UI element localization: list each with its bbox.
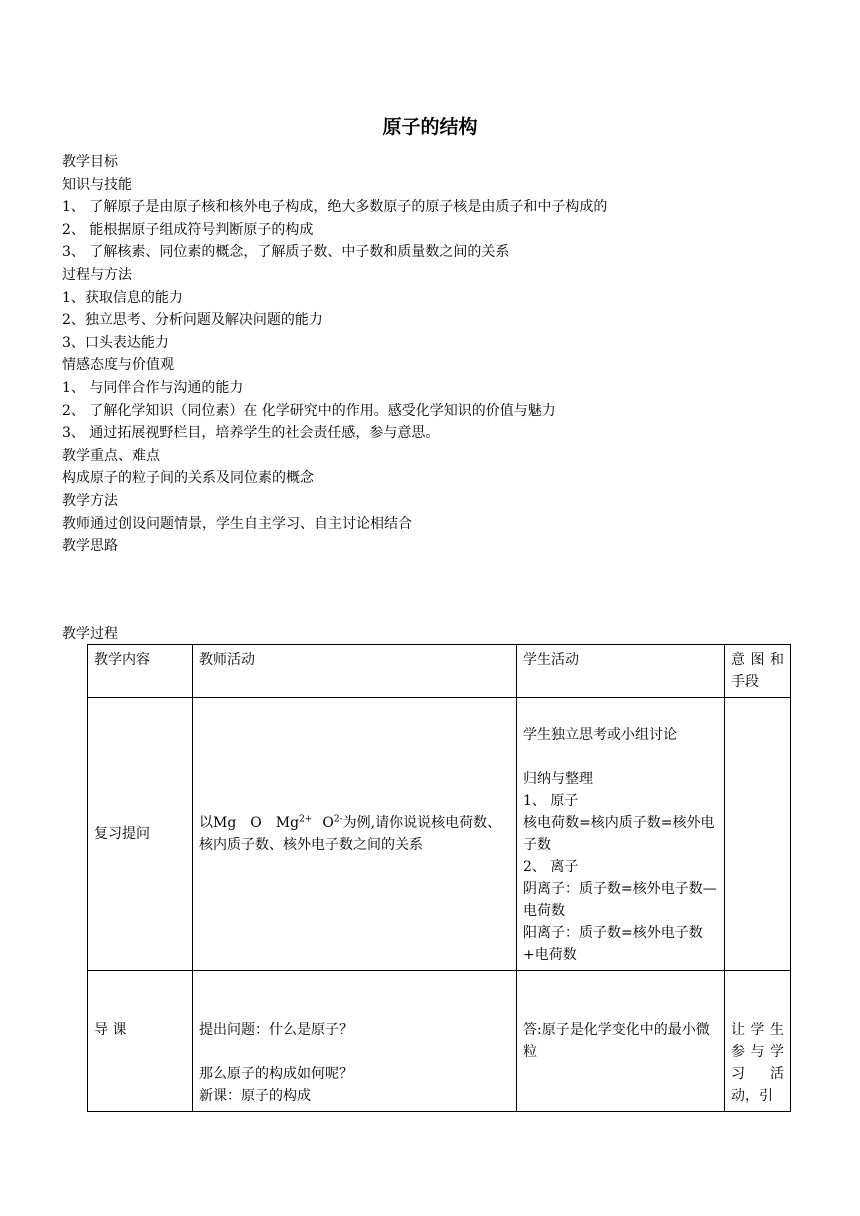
goal-item: 1、 与同伴合作与沟通的能力 bbox=[62, 379, 244, 396]
goal-item: 2、独立思考、分析问题及解决问题的能力 bbox=[62, 312, 323, 329]
student-activity-line: 阳离子：质子数=核外电子数+电荷数 bbox=[523, 925, 703, 963]
teacher-text-prefix: 以Mg bbox=[199, 815, 237, 831]
intro-content: 导 课 bbox=[94, 1022, 127, 1038]
heading-key-points: 教学重点、难点 bbox=[62, 447, 160, 464]
student-activity-line: 2、 离子 bbox=[523, 859, 579, 875]
oxide-ion-charge: 2- bbox=[333, 814, 343, 825]
goal-item: 2、 了解化学知识（同位素）在 化学研究中的作用。感受化学知识的价值与魅力 bbox=[62, 402, 556, 419]
oxide-ion-symbol: O bbox=[322, 815, 334, 831]
table-header-row bbox=[88, 645, 791, 698]
review-student-cell bbox=[517, 698, 725, 971]
heading-attitude-values: 情感态度与价值观 bbox=[62, 357, 174, 374]
intro-content-cell bbox=[88, 971, 193, 1112]
magnesium-ion-charge: 2+ bbox=[299, 814, 313, 825]
review-intent-cell bbox=[725, 698, 791, 971]
student-activity-line: 核电荷数=核内质子数=核外电子数 bbox=[523, 815, 715, 853]
table-row bbox=[88, 698, 791, 971]
intro-student-cell bbox=[517, 971, 725, 1112]
key-points-text: 构成原子的粒子间的关系及同位素的概念 bbox=[62, 470, 314, 487]
teacher-text-suffix: 为例,请你说说核电荷数、核内质子数、核外电子数之间的关系 bbox=[199, 815, 502, 853]
heading-teaching-process: 教学过程 bbox=[62, 626, 118, 642]
document-title: 原子的结构 bbox=[382, 116, 478, 138]
lesson-process-table bbox=[87, 644, 791, 1112]
heading-knowledge-skills: 知识与技能 bbox=[62, 176, 132, 193]
teacher-activity-line: 提出问题：什么是原子？ bbox=[199, 1022, 353, 1038]
goal-item: 1、 了解原子是由原子核和核外电子构成，绝大多数原子的原子核是由质子和中子构成的 bbox=[62, 199, 608, 216]
header-student: 学生活动 bbox=[517, 645, 725, 698]
table-row bbox=[88, 971, 791, 1112]
student-activity-line: 答:原子是化学变化中的最小微粒 bbox=[523, 1022, 710, 1060]
goal-item: 3、 了解核素、同位素的概念，了解质子数、中子数和质量数之间的关系 bbox=[62, 244, 510, 261]
objectives-section bbox=[62, 151, 822, 558]
student-activity-line: 学生独立思考或小组讨论 bbox=[523, 727, 677, 743]
magnesium-ion-symbol: Mg bbox=[275, 815, 300, 831]
student-activity-line: 归纳与整理 bbox=[523, 771, 593, 787]
goal-item: 1、获取信息的能力 bbox=[62, 289, 183, 306]
header-content: 教学内容 bbox=[88, 645, 193, 698]
review-content: 复习提问 bbox=[94, 826, 150, 842]
header-teacher: 教师活动 bbox=[193, 645, 517, 698]
oxygen-symbol: O bbox=[250, 815, 262, 831]
teacher-activity-line: 那么原子的构成如何呢？ bbox=[199, 1066, 353, 1082]
goal-item: 2、 能根据原子组成符号判断原子的构成 bbox=[62, 221, 314, 238]
intro-intent-cell bbox=[725, 971, 791, 1112]
review-content-cell bbox=[88, 698, 193, 971]
teaching-method-text: 教师通过创设问题情景，学生自主学习、自主讨论相结合 bbox=[62, 515, 412, 532]
heading-teaching-method: 教学方法 bbox=[62, 492, 118, 509]
review-teacher-cell bbox=[193, 698, 517, 971]
heading-process-method: 过程与方法 bbox=[62, 266, 132, 283]
goal-item: 3、 通过拓展视野栏目，培养学生的社会责任感，参与意思。 bbox=[62, 425, 440, 442]
student-activity-line: 1、 原子 bbox=[523, 793, 579, 809]
heading-teaching-goals: 教学目标 bbox=[62, 154, 118, 170]
teacher-activity-line: 新课：原子的构成 bbox=[199, 1088, 311, 1104]
intent-text: 让学生参与学习 活动，引 bbox=[731, 1022, 784, 1104]
student-activity-line: 阴离子：质子数=核外电子数—电荷数 bbox=[523, 881, 717, 919]
goal-item: 3、口头表达能力 bbox=[62, 334, 169, 351]
intro-teacher-cell bbox=[193, 971, 517, 1112]
heading-teaching-approach: 教学思路 bbox=[62, 538, 118, 555]
header-intent: 意图和手段 bbox=[725, 645, 791, 698]
